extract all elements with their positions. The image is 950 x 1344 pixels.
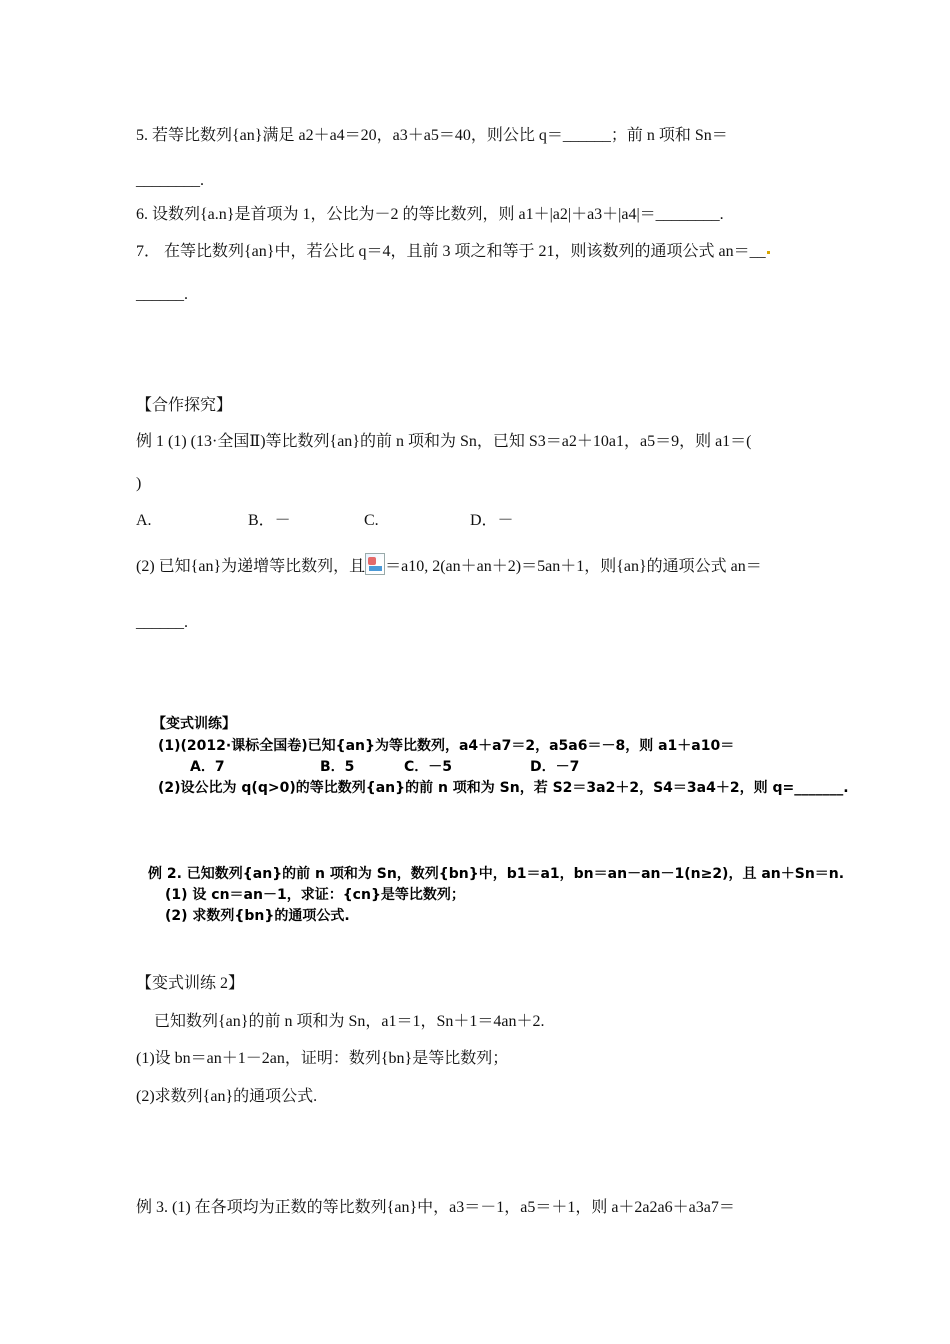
problem-6: 6. 设数列{a.n}是首项为 1，公比为－2 的等比数列，则 a1＋|a2|＋a3＋|a4|＝________. bbox=[136, 206, 724, 223]
example-1-part-2-blank: ______. bbox=[136, 614, 188, 631]
example-2-part-1: (1) 设 cn＝an－1，求证：{cn}是等比数列； bbox=[165, 887, 465, 903]
example-1-part-2-pre: (2) 已知{an}为递增等比数列，且 bbox=[136, 558, 366, 575]
variant-training-q1: (1)(2012·课标全国卷)已知{an}为等比数列，a4＋a7＝2，a5a6＝－8，则 a1＋a10＝ bbox=[158, 738, 735, 754]
option-d: D．－ bbox=[470, 512, 514, 529]
variant-option-d: D．－7 bbox=[530, 759, 580, 775]
example-2-stem: 例 2. 已知数列{an}的前 n 项和为 Sn，数列{bn}中，b1＝a1，bn＝an－an－1(n≥2)，且 an＋Sn＝n. bbox=[148, 866, 845, 882]
example-1-part-2 bbox=[136, 553, 762, 578]
problem-5-line-2: ________. bbox=[136, 172, 204, 189]
problem-7-line-2: ______. bbox=[136, 286, 188, 303]
variant-2-part-2: (2)求数列{an}的通项公式. bbox=[136, 1088, 318, 1105]
section-cooperation-title: 【合作探究】 bbox=[136, 397, 233, 414]
option-a: A. bbox=[136, 512, 152, 529]
problem-7-text: 7． 在等比数列{an}中，若公比 q＝4，且前 3 项之和等于 21，则该数列的通项公式 an＝__ bbox=[136, 243, 766, 260]
variant-training-title: 【变式训练】 bbox=[152, 716, 236, 732]
variant-2-stem: 已知数列{an}的前 n 项和为 Sn，a1＝1，Sn＋1＝4an＋2. bbox=[154, 1013, 545, 1030]
option-b: B．－ bbox=[248, 512, 291, 529]
variant-option-c: C．－5 bbox=[404, 759, 453, 775]
problem-7-line-1 bbox=[136, 241, 770, 263]
problem-5-line-1: 5. 若等比数列{an}满足 a2＋a4＝20，a3＋a5＝40，则公比 q＝______；前 n 项和 Sn＝ bbox=[136, 127, 728, 144]
example-1-part-2-post: ＝a10, 2(an＋an＋2)＝5an＋1，则{an}的通项公式 an＝ bbox=[385, 558, 762, 575]
example-2-part-2: (2) 求数列{bn}的通项公式. bbox=[165, 908, 350, 924]
broken-image-icon bbox=[365, 553, 385, 575]
variant-training-q2: (2)设公比为 q(q>0)的等比数列{an}的前 n 项和为 Sn，若 S2＝3a2＋2，S4＝3a4＋2，则 q=_______. bbox=[158, 780, 849, 796]
variant-option-b: B．5 bbox=[320, 759, 355, 775]
variant-training-2-title: 【变式训练 2】 bbox=[136, 975, 245, 992]
example-3: 例 3. (1) 在各项均为正数的等比数列{an}中，a3＝－1，a5＝＋1，则 a＋2a2a6＋a3a7＝ bbox=[136, 1199, 735, 1216]
variant-option-a: A．7 bbox=[190, 759, 225, 775]
example-1-line-1: 例 1 (1) (13·全国Ⅱ)等比数列{an}的前 n 项和为 Sn，已知 S3＝a2＋10a1，a5＝9，则 a1＝( bbox=[136, 433, 752, 450]
yellow-dot-mark bbox=[767, 251, 770, 254]
variant-2-part-1: (1)设 bn＝an＋1－2an，证明：数列{bn}是等比数列； bbox=[136, 1050, 509, 1067]
option-c: C. bbox=[364, 512, 379, 529]
example-1-line-2: ) bbox=[136, 475, 142, 492]
